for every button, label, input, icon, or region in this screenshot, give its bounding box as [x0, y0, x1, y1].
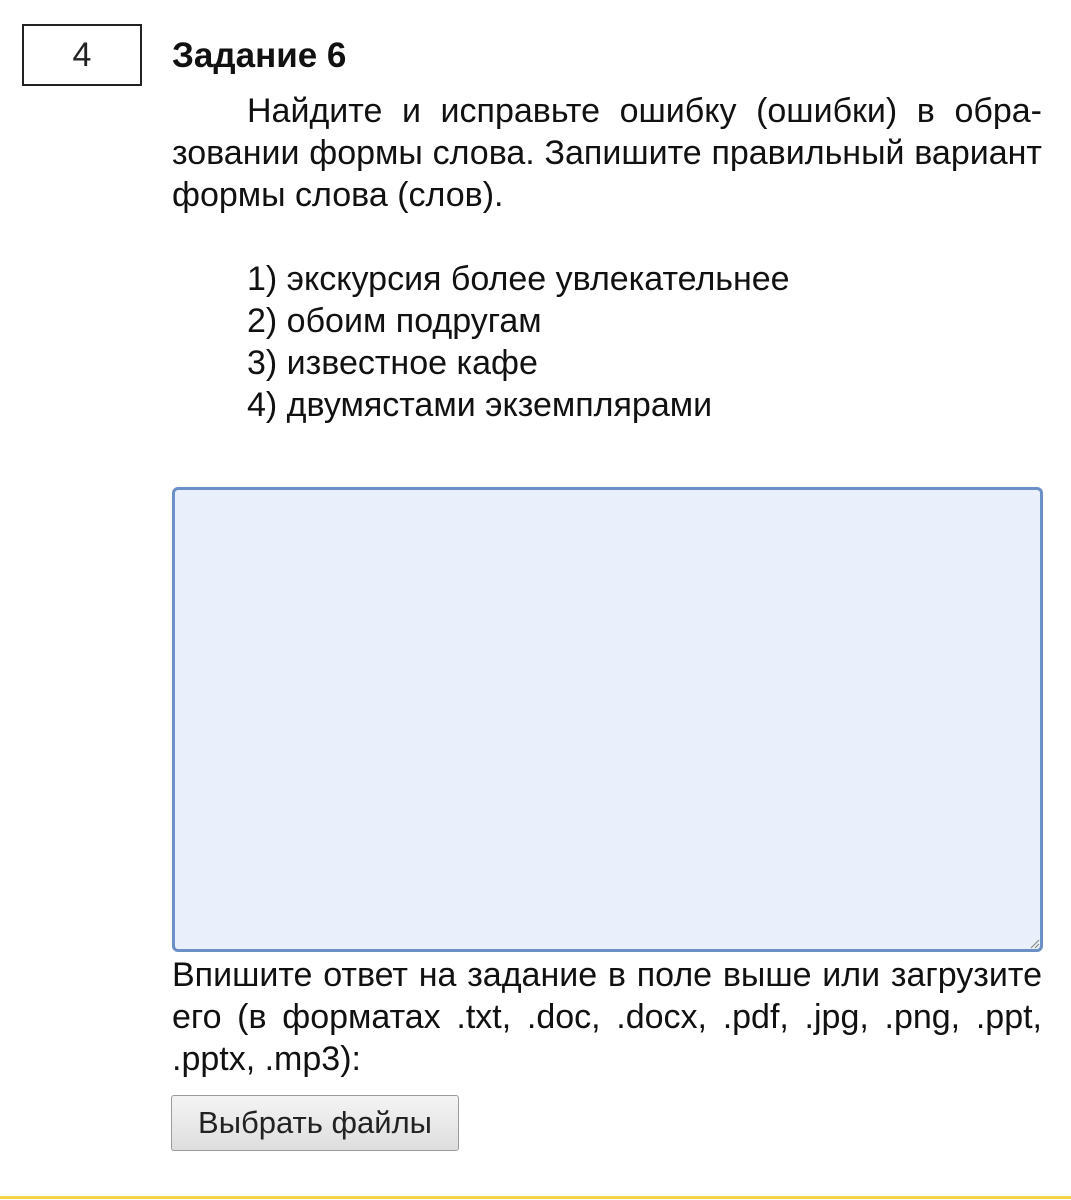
resize-grip-icon[interactable] [1028, 937, 1040, 949]
options-list [247, 258, 1042, 426]
task-instruction: Найдите и исправьте ошибку (ошибки) в образовании формы слова. Запишите правильный вариант формы слова (слов). [172, 92, 1042, 214]
option-item: 3) известное кафе [247, 344, 538, 382]
question-number-box [22, 24, 142, 86]
question-content [172, 34, 1042, 426]
option-item: 1) экскурсия более увлекательнее [247, 260, 790, 298]
answer-textarea[interactable] [172, 487, 1043, 952]
option-item: 2) обоим подругам [247, 302, 542, 340]
choose-files-button[interactable]: Выбрать файлы [171, 1095, 459, 1151]
upload-hint: Впишите ответ на задание в поле выше или загрузите его (в форматах .txt, .doc, .docx, .pdf, .jpg, .png, .ppt, .pptx, .mp3): [172, 956, 1042, 1078]
question-number: 4 [72, 35, 92, 74]
option-item: 4) двумястами экземплярами [247, 386, 713, 424]
task-title: Задание 6 [172, 36, 347, 75]
footer-divider [0, 1196, 1071, 1199]
